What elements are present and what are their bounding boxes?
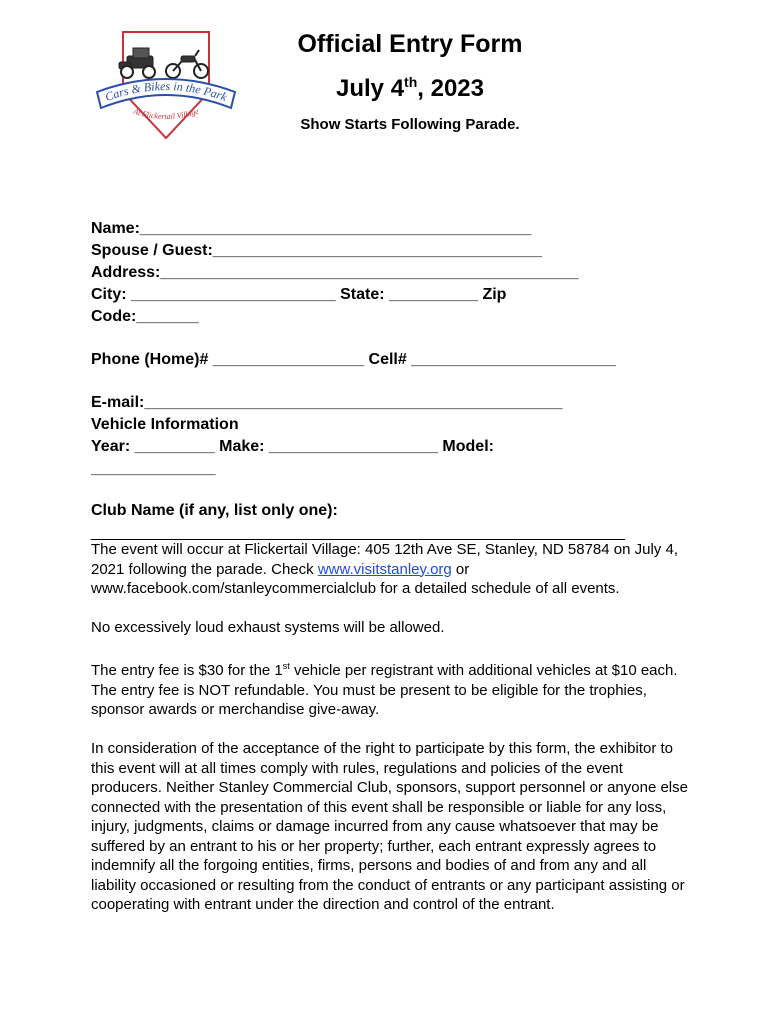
name-field[interactable]: Name:____________________________________________ — [91, 220, 532, 237]
zip-code-field[interactable]: Code:_______ — [91, 308, 199, 325]
model-field[interactable]: ______________ — [91, 460, 216, 477]
website-link[interactable]: www.visitstanley.org — [317, 560, 452, 578]
subtitle: Show Starts Following Parade. — [300, 116, 520, 133]
logo-top-text: Cars & Bikes in the Park — [103, 78, 229, 105]
paragraph-location: The event will occur at Flickertail Village: 405 12th Ave SE, Stanley, ND 58784 on July 4, 2021 following the parade. Check www.visitstanley.org or www.facebook.com/stanleycommercialclub for a detailed schedule of all events. — [91, 541, 678, 597]
city-state-zip-field[interactable]: City: _______________________ State: __________ Zip — [91, 286, 507, 303]
event-date: July 4th, 2023 — [336, 74, 484, 102]
club-name-field[interactable]: ____________________________________________________________ — [91, 524, 625, 541]
logo-bottom-text: At Flickertail Village — [132, 106, 200, 122]
entry-form — [91, 218, 691, 544]
paragraph-exhaust: No excessively loud exhaust systems will be allowed. — [91, 619, 445, 636]
page-title: Official Entry Form — [297, 30, 523, 58]
club-name-label: Club Name (if any, list only one): — [91, 502, 338, 519]
paragraph-liability: In consideration of the acceptance of the right to participate by this form, the exhibitor to this event will at all times comply with rules, regulations and policies of the event producers. Neither Stanley Commercial Club, sponsors, support personnel or anyone else connected with the presentation of this event shall be responsible or liable for any loss, injury, judgments, claims or damage incurred from any cause whatsoever that may be suffered by an entrant to his or her property; further, each entrant expressly agrees to indemnify all the forgoing entities, firms, persons and bodies of and from any and all liability occasioned or resulting from the conduct of entrants or any participant assisting or cooperating with entrant under the direction and control of the entrant. — [91, 740, 688, 913]
paragraph-fee: The entry fee is $30 for the 1st vehicle per registrant with additional vehicles at $10 each. The entry fee is NOT refundable. You must be present to be eligible for the trophies, sponsor awards or merchandise give-away. — [91, 661, 678, 718]
email-field[interactable]: E-mail:_______________________________________________ — [91, 394, 563, 411]
spouse-guest-field[interactable]: Spouse / Guest:_____________________________________ — [91, 242, 543, 259]
year-make-model-field[interactable]: Year: _________ Make: ___________________ Model: — [91, 438, 494, 455]
phone-field[interactable]: Phone (Home)# _________________ Cell# _______________________ — [91, 351, 616, 368]
event-logo — [93, 26, 239, 144]
vehicle-info-heading: Vehicle Information — [91, 416, 239, 433]
event-details — [91, 540, 691, 934]
address-field[interactable]: Address:_______________________________________________ — [91, 264, 579, 281]
